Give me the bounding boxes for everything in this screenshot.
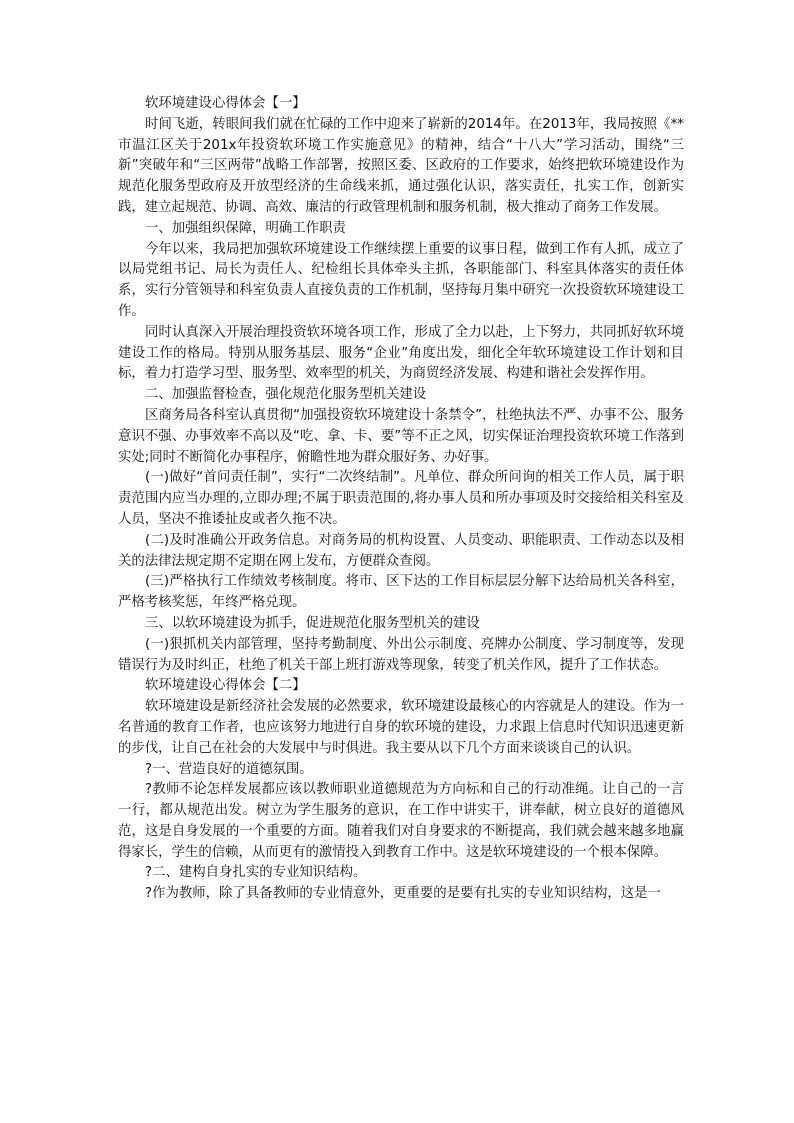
section-2-item-2: (二)及时准确公开政务信息。对商务局的机构设置、人员变动、职能职责、工作动态以及相关的法律法规定期不定期在网上发布，方便群众查阅。 (118, 532, 684, 569)
article-2-intro-paragraph: 软环境建设是新经济社会发展的必然要求，软环境建设最核心的内容就是人的建设。作为一名普通的教育工作者，也应该努力地进行自身的软环境的建设，力求跟上信息时代知识迅速更新的步伐，让自己在社会的大发展中与时俱进。我主要从以下几个方面来谈谈自己的认识。 (118, 699, 684, 756)
article-1-intro-paragraph: 时间飞逝，转眼间我们就在忙碌的工作中迎来了崭新的2014年。在2013年，我局按照《**市温江区关于201x年投资软环境工作实施意见》的精神，结合“十八大”学习活动，围绕“三新”突破年和“三区两带”战略工作部署，按照区委、区政府的工作要求，始终把软环境建设作为规范化服务型政府及开放型经济的生命线来抓，通过强化认识，落实责任，扎实工作，创新实践，建立起规范、协调、高效、廉洁的行政管理机制和服务机制，极大推动了商务工作发展。 (118, 116, 684, 215)
section-2-item-3: (三)严格执行工作绩效考核制度。将市、区下达的工作目标层层分解下达给局机关各科室，严格考核奖惩，年终严格兑现。 (118, 574, 684, 611)
section-1-heading: 一、加强组织保障，明确工作职责 (145, 220, 346, 236)
document-page (118, 94, 684, 905)
section-2-paragraph-1: 区商务局各科室认真贯彻“加强投资软环境建设十条禁令”，杜绝执法不严、办事不公、服务意识不强、办事效率不高以及“吃、拿、卡、要”等不正之风，切实保证治理投资软环境工作落到实处;同时不断简化办事程序，俯瞻性地为群众服好务、办好事。 (118, 407, 684, 465)
section-1-paragraph-1: 今年以来，我局把加强软环境建设工作继续摆上重要的议事日程，做到工作有人抓，成立了以局党组书记、局长为责任人、纪检组长具体牵头主抓，各职能部门、科室具体落实的责任体系，实行分管领导和科室负责人直接负责的工作机制，坚持每月集中研究一次投资软环境建设工作。 (118, 241, 684, 319)
section-2-heading: 二、加强监督检查，强化规范化服务型机关建设 (145, 387, 427, 403)
section-1-paragraph-2: 同时认真深入开展治理投资软环境各项工作，形成了全力以赴，上下努力，共同抓好软环境建设工作的格局。特别从服务基层、服务“企业”角度出发，细化全年软环境建设工作计划和目标，着力打造学习型、服务型、效率型的机关，为商贸经济发展、构建和谐社会发挥作用。 (118, 324, 684, 382)
article-2-section-1-heading: ?一、营造良好的道德氛围。 (145, 761, 313, 777)
section-2-item-1: (一)做好“首问责任制”，实行“二次终结制”。凡单位、群众所问询的相关工作人员，属于职责范围内应当办理的,立即办理;不属于职责范围的,将办事人员和所办事项及时交接给相关科室及人员，坚决不推诿扯皮或者久拖不决。 (118, 470, 684, 527)
section-3-heading: 三、以软环境建设为抓手，促进规范化服务型机关的建设 (145, 615, 480, 631)
section-3-item-1: (一)狠抓机关内部管理，坚持考勤制度、外出公示制度、亮牌办公制度、学习制度等，发现错误行为及时纠正，杜绝了机关干部上班打游戏等现象，转变了机关作风，提升了工作状态。 (118, 636, 684, 673)
article-1-title: 软环境建设心得体会【一】 (145, 96, 306, 111)
article-2-section-2-paragraph: ?作为教师，除了具备教师的专业情意外，更重要的是要有扎实的专业知识结构，这是一 (145, 886, 661, 902)
article-2-section-2-heading: ?二、建构自身扎实的专业知识结构。 (145, 865, 367, 881)
article-2-section-1-paragraph: ?教师不论怎样发展都应该以教师职业道德规范为方向标和自己的行动准绳。让自己的一言一行，都从规范出发。树立为学生服务的意识，在工作中讲实干，讲奉献，树立良好的道德风范，这是自身发展的一个重要的方面。随着我们对自身要求的不断提高，我们就会越来越多地赢得家长，学生的信赖，从而更有的激情投入到教育工作中。这是软环境建设的一个根本保障。 (118, 782, 684, 860)
article-2-title: 软环境建设心得体会【二】 (145, 678, 306, 694)
